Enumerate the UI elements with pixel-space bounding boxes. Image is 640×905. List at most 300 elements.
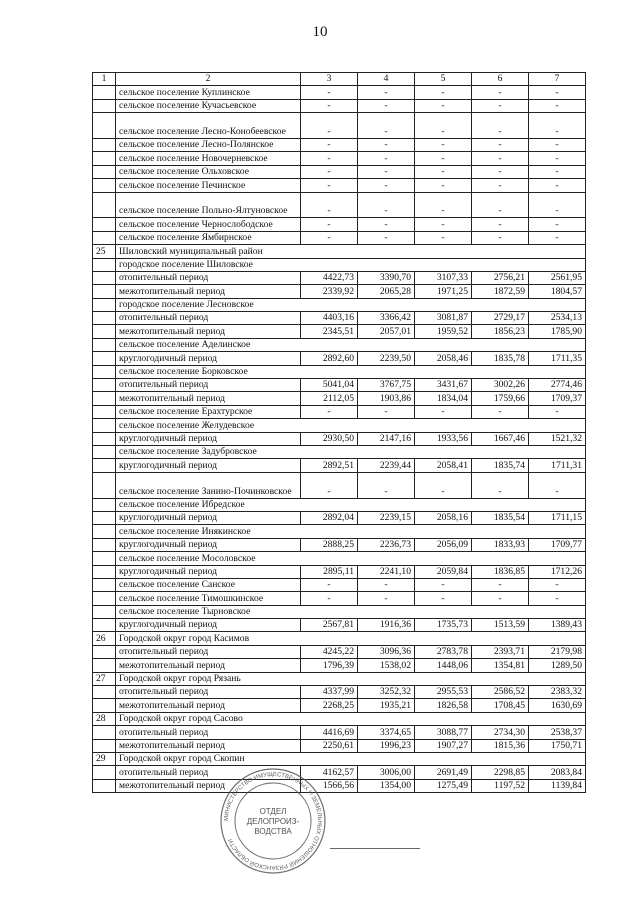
value-cell: - [529,472,586,498]
value-cell: 1796,39 [301,659,358,672]
row-name-cell: отопительный период [116,312,301,325]
value-cell: - [415,592,472,605]
value-cell: 2567,81 [301,619,358,632]
table-row [93,525,586,538]
value-cell: - [358,231,415,244]
row-name-cell: сельское поселение Польно-Ялтуновское [116,192,301,218]
row-name-cell: межотопительный период [116,285,301,298]
value-cell: 1833,93 [472,538,529,551]
value-cell: 3088,77 [415,726,472,739]
value-cell: - [415,192,472,218]
value-cell: - [472,405,529,418]
value-cell: 1389,43 [529,619,586,632]
value-cell: 2339,92 [301,285,358,298]
value-cell: - [415,472,472,498]
value-cell: - [358,138,415,151]
row-name-cell: круглогодичный период [116,432,301,445]
value-cell: 2729,17 [472,312,529,325]
row-number-cell [93,271,116,284]
value-cell: - [529,99,586,112]
row-name-cell: сельское поселение Ольховское [116,165,301,178]
value-cell: 2534,13 [529,312,586,325]
value-cell: 3006,00 [358,766,415,779]
value-cell: 3390,70 [358,271,415,284]
row-name-cell: сельское поселение Аделинское [116,338,586,351]
row-name-cell: Городской округ город Скопин [116,752,586,765]
value-cell: - [415,99,472,112]
value-cell: 1711,35 [529,352,586,365]
row-name-cell: круглогодичный период [116,459,301,472]
row-number-cell [93,218,116,231]
table-row [93,165,586,178]
value-cell: 2892,51 [301,459,358,472]
table-row [93,379,586,392]
value-cell: 1815,36 [472,739,529,752]
header-cell: 5 [415,73,472,86]
value-cell: - [529,231,586,244]
table-row [93,779,586,792]
row-name-cell: отопительный период [116,379,301,392]
value-cell: - [301,405,358,418]
row-name-cell: городское поселение Лесновское [116,298,586,311]
row-name-cell: Шиловский муниципальный район [116,245,586,258]
row-name-cell: сельское поселение Лесно-Конобеевское [116,113,301,139]
value-cell: - [529,179,586,192]
value-cell: 2774,46 [529,379,586,392]
value-cell: - [529,86,586,99]
value-cell: - [472,231,529,244]
value-cell: 2561,95 [529,271,586,284]
row-name-cell: отопительный период [116,271,301,284]
value-cell: 1709,37 [529,392,586,405]
value-cell: - [415,165,472,178]
value-cell: 1785,90 [529,325,586,338]
value-cell: 1971,25 [415,285,472,298]
page-number: 10 [312,24,328,40]
row-number-cell [93,766,116,779]
value-cell: - [301,165,358,178]
row-name-cell: межотопительный период [116,325,301,338]
row-number-cell: 28 [93,712,116,725]
value-cell: - [529,165,586,178]
row-number-cell [93,138,116,151]
row-name-cell: межотопительный период [116,659,301,672]
value-cell: 1521,32 [529,432,586,445]
value-cell: - [415,179,472,192]
tariff-table [92,72,586,793]
row-number-cell [93,419,116,432]
table-row [93,752,586,765]
value-cell: 3002,26 [472,379,529,392]
table-row [93,592,586,605]
row-number-cell [93,379,116,392]
value-cell: - [358,472,415,498]
row-name-cell: сельское поселение Инякинское [116,525,586,538]
value-cell: 3431,67 [415,379,472,392]
row-name-cell: межотопительный период [116,699,301,712]
value-cell: 2057,01 [358,325,415,338]
table-row [93,445,586,458]
table-row [93,298,586,311]
row-number-cell [93,392,116,405]
value-cell: 1735,73 [415,619,472,632]
value-cell: 1711,31 [529,459,586,472]
value-cell: - [529,592,586,605]
value-cell: - [472,578,529,591]
value-cell: 4245,22 [301,645,358,658]
svg-text:ВОДСТВА: ВОДСТВА [254,827,292,836]
value-cell: 3081,87 [415,312,472,325]
value-cell: - [358,218,415,231]
value-cell: - [472,165,529,178]
value-cell: - [529,152,586,165]
value-cell: 2538,37 [529,726,586,739]
row-name-cell: сельское поселение Ибредское [116,498,586,511]
value-cell: 1139,84 [529,779,586,792]
value-cell: 2586,52 [472,686,529,699]
value-cell: 2056,09 [415,538,472,551]
value-cell: - [415,86,472,99]
value-cell: - [415,405,472,418]
table-row [93,672,586,685]
value-cell: 1289,50 [529,659,586,672]
row-number-cell [93,578,116,591]
table-row [93,632,586,645]
row-number-cell [93,511,116,524]
value-cell: 1835,74 [472,459,529,472]
value-cell: - [472,179,529,192]
svg-text:МИНИСТЕРСТВО ИМУЩЕСТВЕННЫХ И З: МИНИСТЕРСТВО ИМУЩЕСТВЕННЫХ И ЗЕМЕЛЬНЫХ ОТНОШЕНИЙ РЯЗАНСКОЙ ОБЛАСТИ [223,771,323,871]
row-number-cell [93,605,116,618]
value-cell: 1916,36 [358,619,415,632]
value-cell: 1835,78 [472,352,529,365]
row-number-cell [93,179,116,192]
value-cell: 2239,44 [358,459,415,472]
value-cell: 1538,02 [358,659,415,672]
row-number-cell [93,231,116,244]
value-cell: 1804,57 [529,285,586,298]
value-cell: 1826,58 [415,699,472,712]
value-cell: 1903,86 [358,392,415,405]
table-row [93,645,586,658]
value-cell: 2783,78 [415,645,472,658]
value-cell: - [529,138,586,151]
value-cell: 3767,75 [358,379,415,392]
value-cell: - [301,231,358,244]
row-name-cell: отопительный период [116,686,301,699]
value-cell: - [358,165,415,178]
table-row [93,565,586,578]
value-cell: - [415,578,472,591]
table-row [93,712,586,725]
header-cell: 2 [116,73,301,86]
value-cell: 2239,50 [358,352,415,365]
row-number-cell [93,619,116,632]
value-cell: - [358,99,415,112]
value-cell: 2691,49 [415,766,472,779]
row-number-cell: 27 [93,672,116,685]
value-cell: - [472,152,529,165]
table-row [93,285,586,298]
row-number-cell [93,525,116,538]
value-cell: 1197,52 [472,779,529,792]
row-number-cell [93,686,116,699]
row-name-cell: городское поселение Шиловское [116,258,586,271]
row-name-cell: круглогодичный период [116,511,301,524]
table-row [93,432,586,445]
row-name-cell: Городской округ город Касимов [116,632,586,645]
office-seal-stamp [218,766,328,876]
row-number-cell [93,659,116,672]
row-name-cell: отопительный период [116,645,301,658]
value-cell: 2930,50 [301,432,358,445]
value-cell: - [529,405,586,418]
value-cell: - [358,405,415,418]
value-cell: 3107,33 [415,271,472,284]
value-cell: 1712,26 [529,565,586,578]
value-cell: 1959,52 [415,325,472,338]
row-number-cell [93,779,116,792]
table-row [93,325,586,338]
row-number-cell [93,739,116,752]
row-number-cell [93,365,116,378]
value-cell: 2734,30 [472,726,529,739]
value-cell: 2888,25 [301,538,358,551]
table-row [93,231,586,244]
row-number-cell [93,472,116,498]
value-cell: 2892,60 [301,352,358,365]
row-name-cell: сельское поселение Кучасьевское [116,99,301,112]
value-cell: 2065,28 [358,285,415,298]
row-name-cell: межотопительный период [116,392,301,405]
value-cell: - [301,472,358,498]
row-number-cell [93,498,116,511]
value-cell: 1834,04 [415,392,472,405]
value-cell: 2756,21 [472,271,529,284]
table-row [93,218,586,231]
value-cell: - [529,192,586,218]
row-name-cell: межотопительный период [116,739,301,752]
header-cell: 1 [93,73,116,86]
value-cell: 2059,84 [415,565,472,578]
row-number-cell [93,192,116,218]
table-row [93,511,586,524]
value-cell: 2058,46 [415,352,472,365]
row-number-cell [93,445,116,458]
value-cell: 3252,32 [358,686,415,699]
value-cell: - [472,138,529,151]
value-cell: 2147,16 [358,432,415,445]
value-cell: - [358,86,415,99]
table-row [93,686,586,699]
value-cell: - [301,99,358,112]
value-cell: 1630,69 [529,699,586,712]
row-number-cell [93,432,116,445]
table-row [93,338,586,351]
row-name-cell: Городской округ город Сасово [116,712,586,725]
table-row [93,138,586,151]
value-cell: - [301,86,358,99]
svg-text:ДЕЛОПРОИЗ-: ДЕЛОПРОИЗ- [246,817,300,826]
table-row [93,498,586,511]
row-number-cell [93,152,116,165]
value-cell: 4403,16 [301,312,358,325]
row-name-cell: сельское поселение Лесно-Полянское [116,138,301,151]
value-cell: - [358,113,415,139]
row-number-cell [93,86,116,99]
value-cell: 2383,32 [529,686,586,699]
row-number-cell [93,99,116,112]
value-cell: - [301,113,358,139]
row-number-cell [93,552,116,565]
row-number-cell [93,312,116,325]
value-cell: - [358,152,415,165]
row-name-cell: отопительный период [116,726,301,739]
table-row [93,99,586,112]
value-cell: - [301,179,358,192]
value-cell: 1354,81 [472,659,529,672]
row-number-cell [93,405,116,418]
value-cell: 1907,27 [415,739,472,752]
table-row [93,726,586,739]
value-cell: - [529,113,586,139]
row-name-cell: сельское поселение Ямбирнское [116,231,301,244]
value-cell: 1708,45 [472,699,529,712]
value-cell: 1935,21 [358,699,415,712]
value-cell: - [301,592,358,605]
value-cell: - [472,99,529,112]
value-cell: 4162,57 [301,766,358,779]
table-header-row [93,73,586,86]
value-cell: 2058,41 [415,459,472,472]
table-row [93,605,586,618]
value-cell: 3374,65 [358,726,415,739]
row-name-cell: сельское поселение Желудевское [116,419,586,432]
row-number-cell [93,538,116,551]
table-row [93,152,586,165]
row-number-cell [93,298,116,311]
value-cell: - [415,138,472,151]
table-row [93,113,586,139]
row-name-cell: сельское поселение Задубровское [116,445,586,458]
table-row [93,459,586,472]
value-cell: 4337,99 [301,686,358,699]
value-cell: - [301,152,358,165]
value-cell: 2112,05 [301,392,358,405]
row-name-cell: сельское поселение Мосоловское [116,552,586,565]
row-name-cell: сельское поселение Занино-Починковское [116,472,301,498]
value-cell: - [472,113,529,139]
table-row [93,192,586,218]
row-name-cell: межотопительный период [116,779,301,792]
value-cell: - [301,138,358,151]
row-name-cell: круглогодичный период [116,619,301,632]
value-cell: 1354,00 [358,779,415,792]
row-name-cell: круглогодичный период [116,352,301,365]
value-cell: 1275,49 [415,779,472,792]
row-number-cell [93,338,116,351]
value-cell: - [358,578,415,591]
row-number-cell [93,592,116,605]
row-number-cell [93,726,116,739]
value-cell: 1750,71 [529,739,586,752]
row-name-cell: отопительный период [116,766,301,779]
value-cell: 2892,04 [301,511,358,524]
value-cell: - [358,192,415,218]
value-cell: - [415,152,472,165]
row-name-cell: сельское поселение Тырновское [116,605,586,618]
row-name-cell: сельское поселение Куплинское [116,86,301,99]
table-row [93,659,586,672]
header-cell: 3 [301,73,358,86]
value-cell: 4422,73 [301,271,358,284]
row-number-cell [93,645,116,658]
row-number-cell: 25 [93,245,116,258]
table-row [93,739,586,752]
table-row [93,619,586,632]
value-cell: 2236,73 [358,538,415,551]
value-cell: 1566,56 [301,779,358,792]
value-cell: 2345,51 [301,325,358,338]
table-row [93,258,586,271]
value-cell: - [529,578,586,591]
row-name-cell: сельское поселение Печинское [116,179,301,192]
value-cell: 2179,98 [529,645,586,658]
value-cell: 2895,11 [301,565,358,578]
table-row [93,392,586,405]
value-cell: - [358,592,415,605]
table-row [93,552,586,565]
row-number-cell [93,285,116,298]
value-cell: 2241,10 [358,565,415,578]
value-cell: 2083,84 [529,766,586,779]
value-cell: 1836,85 [472,565,529,578]
header-cell: 6 [472,73,529,86]
row-number-cell [93,459,116,472]
value-cell: 1448,06 [415,659,472,672]
row-number-cell: 26 [93,632,116,645]
row-number-cell [93,113,116,139]
table-row [93,538,586,551]
value-cell: - [301,192,358,218]
value-cell: - [472,592,529,605]
value-cell: 1667,46 [472,432,529,445]
table-row [93,405,586,418]
table-row [93,699,586,712]
table-row [93,578,586,591]
value-cell: 2268,25 [301,699,358,712]
table-row [93,472,586,498]
svg-text:ОТДЕЛ: ОТДЕЛ [259,807,287,816]
value-cell: 1709,77 [529,538,586,551]
row-name-cell: сельское поселение Ерахтурское [116,405,301,418]
value-cell: 2250,61 [301,739,358,752]
row-name-cell: Городской округ город Рязань [116,672,586,685]
value-cell: 5041,04 [301,379,358,392]
table-row [93,365,586,378]
value-cell: 1759,66 [472,392,529,405]
value-cell: 2393,71 [472,645,529,658]
row-name-cell: круглогодичный период [116,565,301,578]
value-cell: 4416,69 [301,726,358,739]
value-cell: 1872,59 [472,285,529,298]
table-row [93,312,586,325]
row-number-cell [93,352,116,365]
value-cell: 1996,23 [358,739,415,752]
value-cell: 1835,54 [472,511,529,524]
value-cell: - [472,472,529,498]
header-cell: 7 [529,73,586,86]
